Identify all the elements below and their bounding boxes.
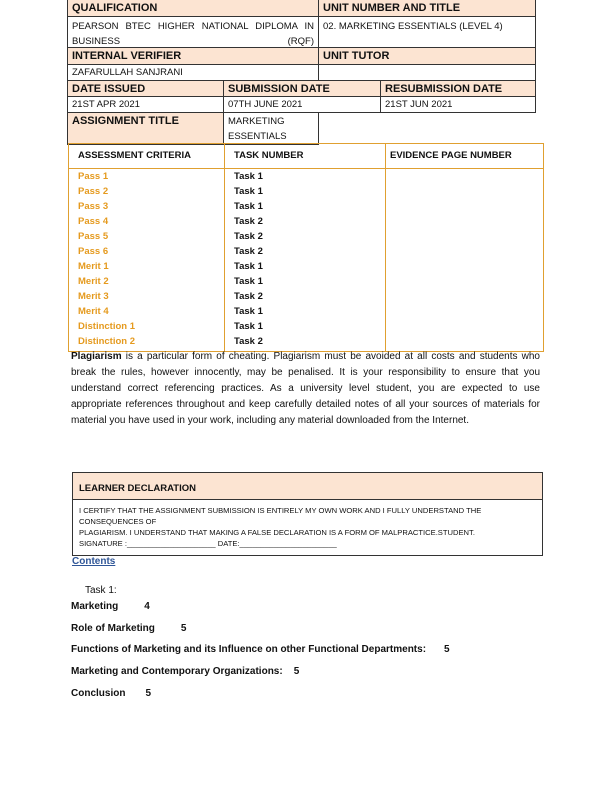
toc-entry[interactable] — [71, 644, 450, 655]
toc-entry-page: 5 — [145, 688, 152, 699]
plagiarism-text: is a particular form of cheating. Plagiarism must be avoided at all costs and students who break the rules, however innocently, may be penalised. It is your responsibility to ensure that you understand correct referencing practices. As a university level student, you are expected to use appropriate references throughout and keep carefully detailed notes of all your sources of materials for material you have used in your work, including any material downloaded from the Internet. — [71, 351, 540, 426]
table-row — [69, 259, 543, 274]
task-cell: Task 2 — [234, 216, 263, 227]
task-cell: Task 1 — [234, 171, 263, 182]
declaration-line-2: PLAGIARISM. I UNDERSTAND THAT MAKING A FALSE DECLARATION IS A FORM OF MALPRACTICE.STUDENT. — [79, 528, 475, 537]
criteria-cell: Pass 3 — [78, 201, 109, 212]
toc-entry-page: 4 — [144, 601, 150, 612]
assignment-title-label: ASSIGNMENT TITLE — [67, 113, 224, 145]
table-row — [69, 169, 543, 184]
contents-heading[interactable]: Contents — [72, 556, 116, 567]
task-cell: Task 1 — [234, 321, 263, 332]
plagiarism-term: Plagiarism — [71, 351, 122, 362]
submission-label: SUBMISSION DATE — [224, 81, 381, 97]
criteria-cell: Merit 1 — [78, 261, 109, 272]
table-row — [69, 229, 543, 244]
toc-entry-page: 5 — [293, 666, 300, 677]
table-row — [69, 319, 543, 334]
resubmission-value: 21ST JUN 2021 — [381, 97, 536, 113]
criteria-cell: Merit 3 — [78, 291, 109, 302]
task-cell: Task 2 — [234, 336, 263, 347]
criteria-cell: Pass 5 — [78, 231, 109, 242]
task-number-header: TASK NUMBER — [234, 150, 304, 161]
criteria-cell: Pass 4 — [78, 216, 109, 227]
plagiarism-paragraph — [71, 349, 540, 429]
table-row — [69, 244, 543, 259]
toc-entry[interactable] — [71, 623, 186, 634]
criteria-cell: Pass 1 — [78, 171, 109, 182]
toc-entry-page: 5 — [444, 644, 450, 655]
toc-entry-title: Role of Marketing — [71, 623, 155, 634]
resubmission-label: RESUBMISSION DATE — [381, 81, 536, 97]
toc-entry-title: Conclusion — [71, 688, 126, 699]
criteria-cell: Merit 2 — [78, 276, 109, 287]
table-row — [69, 184, 543, 199]
task-cell: Task 2 — [234, 231, 263, 242]
declaration-line-1: I CERTIFY THAT THE ASSIGNMENT SUBMISSION IS ENTIRELY MY OWN WORK AND I FULLY UNDERSTAND THE CONSEQUENCES OF — [79, 506, 482, 526]
table-row — [69, 274, 543, 289]
criteria-cell: Merit 4 — [78, 306, 109, 317]
submission-value: 07TH JUNE 2021 — [224, 97, 381, 113]
task-cell: Task 2 — [234, 246, 263, 257]
task-cell: Task 1 — [234, 186, 263, 197]
signature-line: SIGNATURE :_____________________ DATE:_______________________ — [79, 539, 337, 548]
declaration-title: LEARNER DECLARATION — [73, 473, 542, 500]
assignment-title-value: MARKETING ESSENTIALS — [224, 113, 319, 145]
task-cell: Task 1 — [234, 276, 263, 287]
date-issued-label: DATE ISSUED — [67, 81, 224, 97]
qualification-label: QUALIFICATION — [67, 0, 319, 17]
verifier-value: ZAFARULLAH SANJRANI — [67, 65, 319, 81]
tutor-value — [319, 65, 536, 81]
task-cell: Task 1 — [234, 306, 263, 317]
criteria-cell: Distinction 1 — [78, 321, 136, 332]
table-row — [69, 289, 543, 304]
table-row — [69, 214, 543, 229]
toc-entry[interactable] — [71, 688, 151, 699]
toc-task-label: Task 1: — [85, 585, 117, 596]
criteria-cell: Pass 2 — [78, 186, 109, 197]
qualification-text: PEARSON BTEC HIGHER NATIONAL DIPLOMA IN BUSINESS (RQF) — [72, 21, 314, 47]
criteria-header: ASSESSMENT CRITERIA — [78, 150, 191, 161]
task-cell: Task 1 — [234, 201, 263, 212]
toc-entry[interactable] — [71, 666, 299, 677]
verifier-label: INTERNAL VERIFIER — [67, 48, 319, 65]
table-row — [69, 334, 543, 349]
unit-label: UNIT NUMBER AND TITLE — [319, 0, 536, 17]
toc-entry[interactable] — [71, 601, 150, 612]
table-row — [69, 199, 543, 214]
table-row — [69, 304, 543, 319]
assessment-criteria-table — [68, 143, 544, 352]
tutor-label: UNIT TUTOR — [319, 48, 536, 65]
toc-entry-title: Marketing — [71, 601, 119, 612]
toc-entry-title: Functions of Marketing and its Influence on other Functional Departments: — [71, 644, 427, 655]
criteria-cell: Pass 6 — [78, 246, 109, 257]
qualification-value — [67, 17, 319, 48]
unit-value: 02. MARKETING ESSENTIALS (LEVEL 4) — [319, 17, 536, 48]
criteria-cell: Distinction 2 — [78, 336, 136, 347]
toc-entry-title: Marketing and Contemporary Organizations: — [71, 666, 283, 677]
date-issued-value: 21ST APR 2021 — [67, 97, 224, 113]
toc-entry-page: 5 — [180, 623, 187, 634]
evidence-page-header: EVIDENCE PAGE NUMBER — [390, 150, 512, 161]
learner-declaration-box — [72, 472, 543, 556]
task-cell: Task 2 — [234, 291, 263, 302]
task-cell: Task 1 — [234, 261, 263, 272]
